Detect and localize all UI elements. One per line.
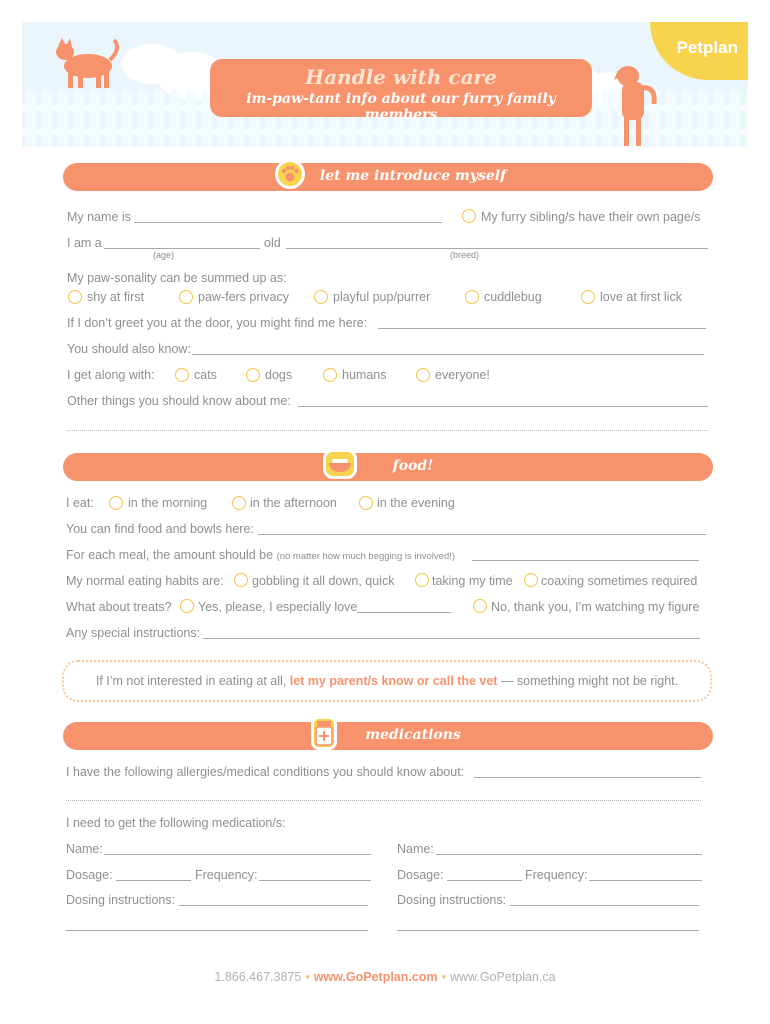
med2-dosing-field[interactable] (510, 905, 699, 906)
door-field[interactable] (378, 328, 706, 329)
also-know-field[interactable] (192, 354, 704, 355)
header-illustration (22, 22, 748, 147)
also-know-label: You should also know: (67, 342, 191, 356)
dog-icon (612, 64, 660, 147)
along-option: humans (342, 368, 387, 382)
med2-frequency-label: Frequency: (525, 868, 588, 882)
treats-yes-radio[interactable] (180, 599, 194, 613)
amount-label: For each meal, the amount should be (66, 548, 274, 562)
eat-radio[interactable] (359, 496, 373, 510)
name-field[interactable] (134, 222, 442, 223)
section-title-food: food! (392, 458, 434, 474)
other-label: Other things you should know about me: (67, 394, 291, 408)
door-label: If I don’t greet you at the door, you might find me here: (67, 316, 368, 330)
special-field[interactable] (203, 638, 700, 639)
along-label: I get along with: (67, 368, 155, 382)
special-label: Any special instructions: (66, 626, 201, 640)
fence-picket (122, 89, 132, 147)
fence-picket (666, 89, 676, 147)
along-radio[interactable] (323, 368, 337, 382)
other-field-continued[interactable] (67, 430, 709, 431)
personality-radio[interactable] (581, 290, 595, 304)
amount-hint: (no matter how much begging is involved!) (276, 551, 456, 562)
med2-name-field[interactable] (436, 854, 702, 855)
amount-row (66, 548, 455, 562)
breed-hint: (breed) (450, 250, 480, 260)
along-option: dogs (265, 368, 293, 382)
personality-option: playful pup/purrer (333, 290, 431, 304)
fence-picket (106, 89, 116, 147)
brand-logo (650, 22, 748, 80)
separator-dot: • (305, 970, 310, 984)
personality-radio[interactable] (179, 290, 193, 304)
name-label: My name is (67, 210, 131, 224)
habits-option: taking my time (432, 574, 513, 588)
allergies-field-continued[interactable] (66, 800, 701, 801)
fence-picket (730, 89, 740, 147)
med2-frequency-field[interactable] (589, 880, 702, 881)
fence-picket (26, 89, 36, 147)
treats-yes-label: Yes, please, I especially love (198, 600, 358, 614)
cat-icon (52, 38, 122, 88)
page-subtitle: im-paw-tant info about our furry family members (246, 91, 556, 123)
treats-no-label: No, thank you, I’m watching my figure (491, 600, 700, 614)
fence-picket (746, 89, 748, 147)
med1-dosing-field[interactable] (179, 905, 368, 906)
separator-dot: • (441, 970, 446, 984)
need-label: I need to get the following medication/s: (66, 816, 286, 830)
med1-dosing-field-continued[interactable] (66, 930, 368, 931)
notice-emphasis: let my parent/s know or call the vet (289, 674, 498, 688)
personality-option: paw-fers privacy (198, 290, 289, 304)
fence-picket (58, 89, 68, 147)
fence-picket (138, 89, 148, 147)
habits-label: My normal eating habits are: (66, 574, 224, 588)
notice-pre: If I’m not interested in eating at all, (95, 674, 287, 688)
bowls-field[interactable] (258, 534, 706, 535)
title-banner (210, 59, 592, 123)
notice-post: — something might not be right. (500, 674, 679, 688)
brand-name: Petplan (676, 38, 738, 57)
section-title-intro: let me introduce myself (319, 168, 507, 184)
page-title: Handle with care (305, 65, 497, 89)
footer (0, 970, 770, 984)
habits-option: gobbling it all down, quick (252, 574, 395, 588)
section-bar-intro (63, 163, 713, 191)
med1-dosing-label: Dosing instructions: (66, 893, 176, 907)
old-label: old (264, 236, 281, 250)
vet-notice-text (64, 674, 710, 688)
fence-picket (74, 89, 84, 147)
treats-field[interactable] (357, 612, 451, 613)
age-hint: (age) (153, 250, 175, 260)
med2-dosage-label: Dosage: (397, 868, 444, 882)
eat-option: in the morning (128, 496, 208, 510)
med1-frequency-label: Frequency: (195, 868, 258, 882)
amount-field[interactable] (472, 560, 699, 561)
footer-link-ca[interactable]: www.GoPetplan.ca (449, 970, 556, 984)
med1-dosage-label: Dosage: (66, 868, 113, 882)
eat-radio[interactable] (232, 496, 246, 510)
along-radio[interactable] (246, 368, 260, 382)
vet-notice (62, 660, 712, 702)
bowls-label: You can find food and bowls here: (66, 522, 254, 536)
personality-label: My paw-sonality can be summed up as: (67, 271, 287, 285)
personality-option: shy at first (87, 290, 144, 304)
footer-link-us[interactable]: www.GoPetplan.com (313, 970, 438, 984)
eat-option: in the afternoon (250, 496, 337, 510)
other-field[interactable] (298, 406, 708, 407)
med2-name-label: Name: (397, 842, 434, 856)
section-title-medications: medications (365, 727, 461, 743)
age-prefix-label: I am a (67, 236, 102, 250)
personality-option: cuddlebug (484, 290, 542, 304)
fence-picket (154, 89, 164, 147)
along-option: cats (194, 368, 217, 382)
fence-picket (682, 89, 692, 147)
fence-picket (42, 89, 52, 147)
along-radio[interactable] (175, 368, 189, 382)
allergies-label: I have the following allergies/medical conditions you should know about: (66, 765, 465, 779)
eat-option: in the evening (377, 496, 455, 510)
along-radio[interactable] (416, 368, 430, 382)
breed-field[interactable] (286, 248, 708, 249)
section-bar-food (63, 453, 713, 481)
med1-name-field[interactable] (104, 854, 371, 855)
habits-option: coaxing sometimes required (541, 574, 698, 588)
fence-picket (90, 89, 100, 147)
footer-phone: 1.866.467.3875 (214, 970, 302, 984)
habits-radio[interactable] (415, 573, 429, 587)
siblings-label: My furry sibling/s have their own page/s (481, 210, 701, 224)
allergies-field[interactable] (474, 777, 701, 778)
siblings-radio[interactable] (462, 209, 476, 223)
personality-radio[interactable] (68, 290, 82, 304)
fence-picket (170, 89, 180, 147)
personality-radio[interactable] (465, 290, 479, 304)
med2-dosing-label: Dosing instructions: (397, 893, 507, 907)
fence-picket (714, 89, 724, 147)
section-bar-medications (63, 722, 713, 750)
habits-radio[interactable] (524, 573, 538, 587)
med1-frequency-field[interactable] (259, 880, 371, 881)
eat-label: I eat: (66, 496, 94, 510)
age-field[interactable] (104, 248, 260, 249)
fence-picket (602, 89, 612, 147)
med2-dosage-field[interactable] (447, 880, 522, 881)
personality-option: love at first lick (600, 290, 682, 304)
treats-no-radio[interactable] (473, 599, 487, 613)
eat-radio[interactable] (109, 496, 123, 510)
treats-label: What about treats? (66, 600, 172, 614)
med1-name-label: Name: (66, 842, 103, 856)
fence-picket (698, 89, 708, 147)
personality-radio[interactable] (314, 290, 328, 304)
fence-picket (186, 89, 196, 147)
along-option: everyone! (435, 368, 490, 382)
med2-dosing-field-continued[interactable] (397, 930, 699, 931)
habits-radio[interactable] (234, 573, 248, 587)
med1-dosage-field[interactable] (116, 880, 191, 881)
